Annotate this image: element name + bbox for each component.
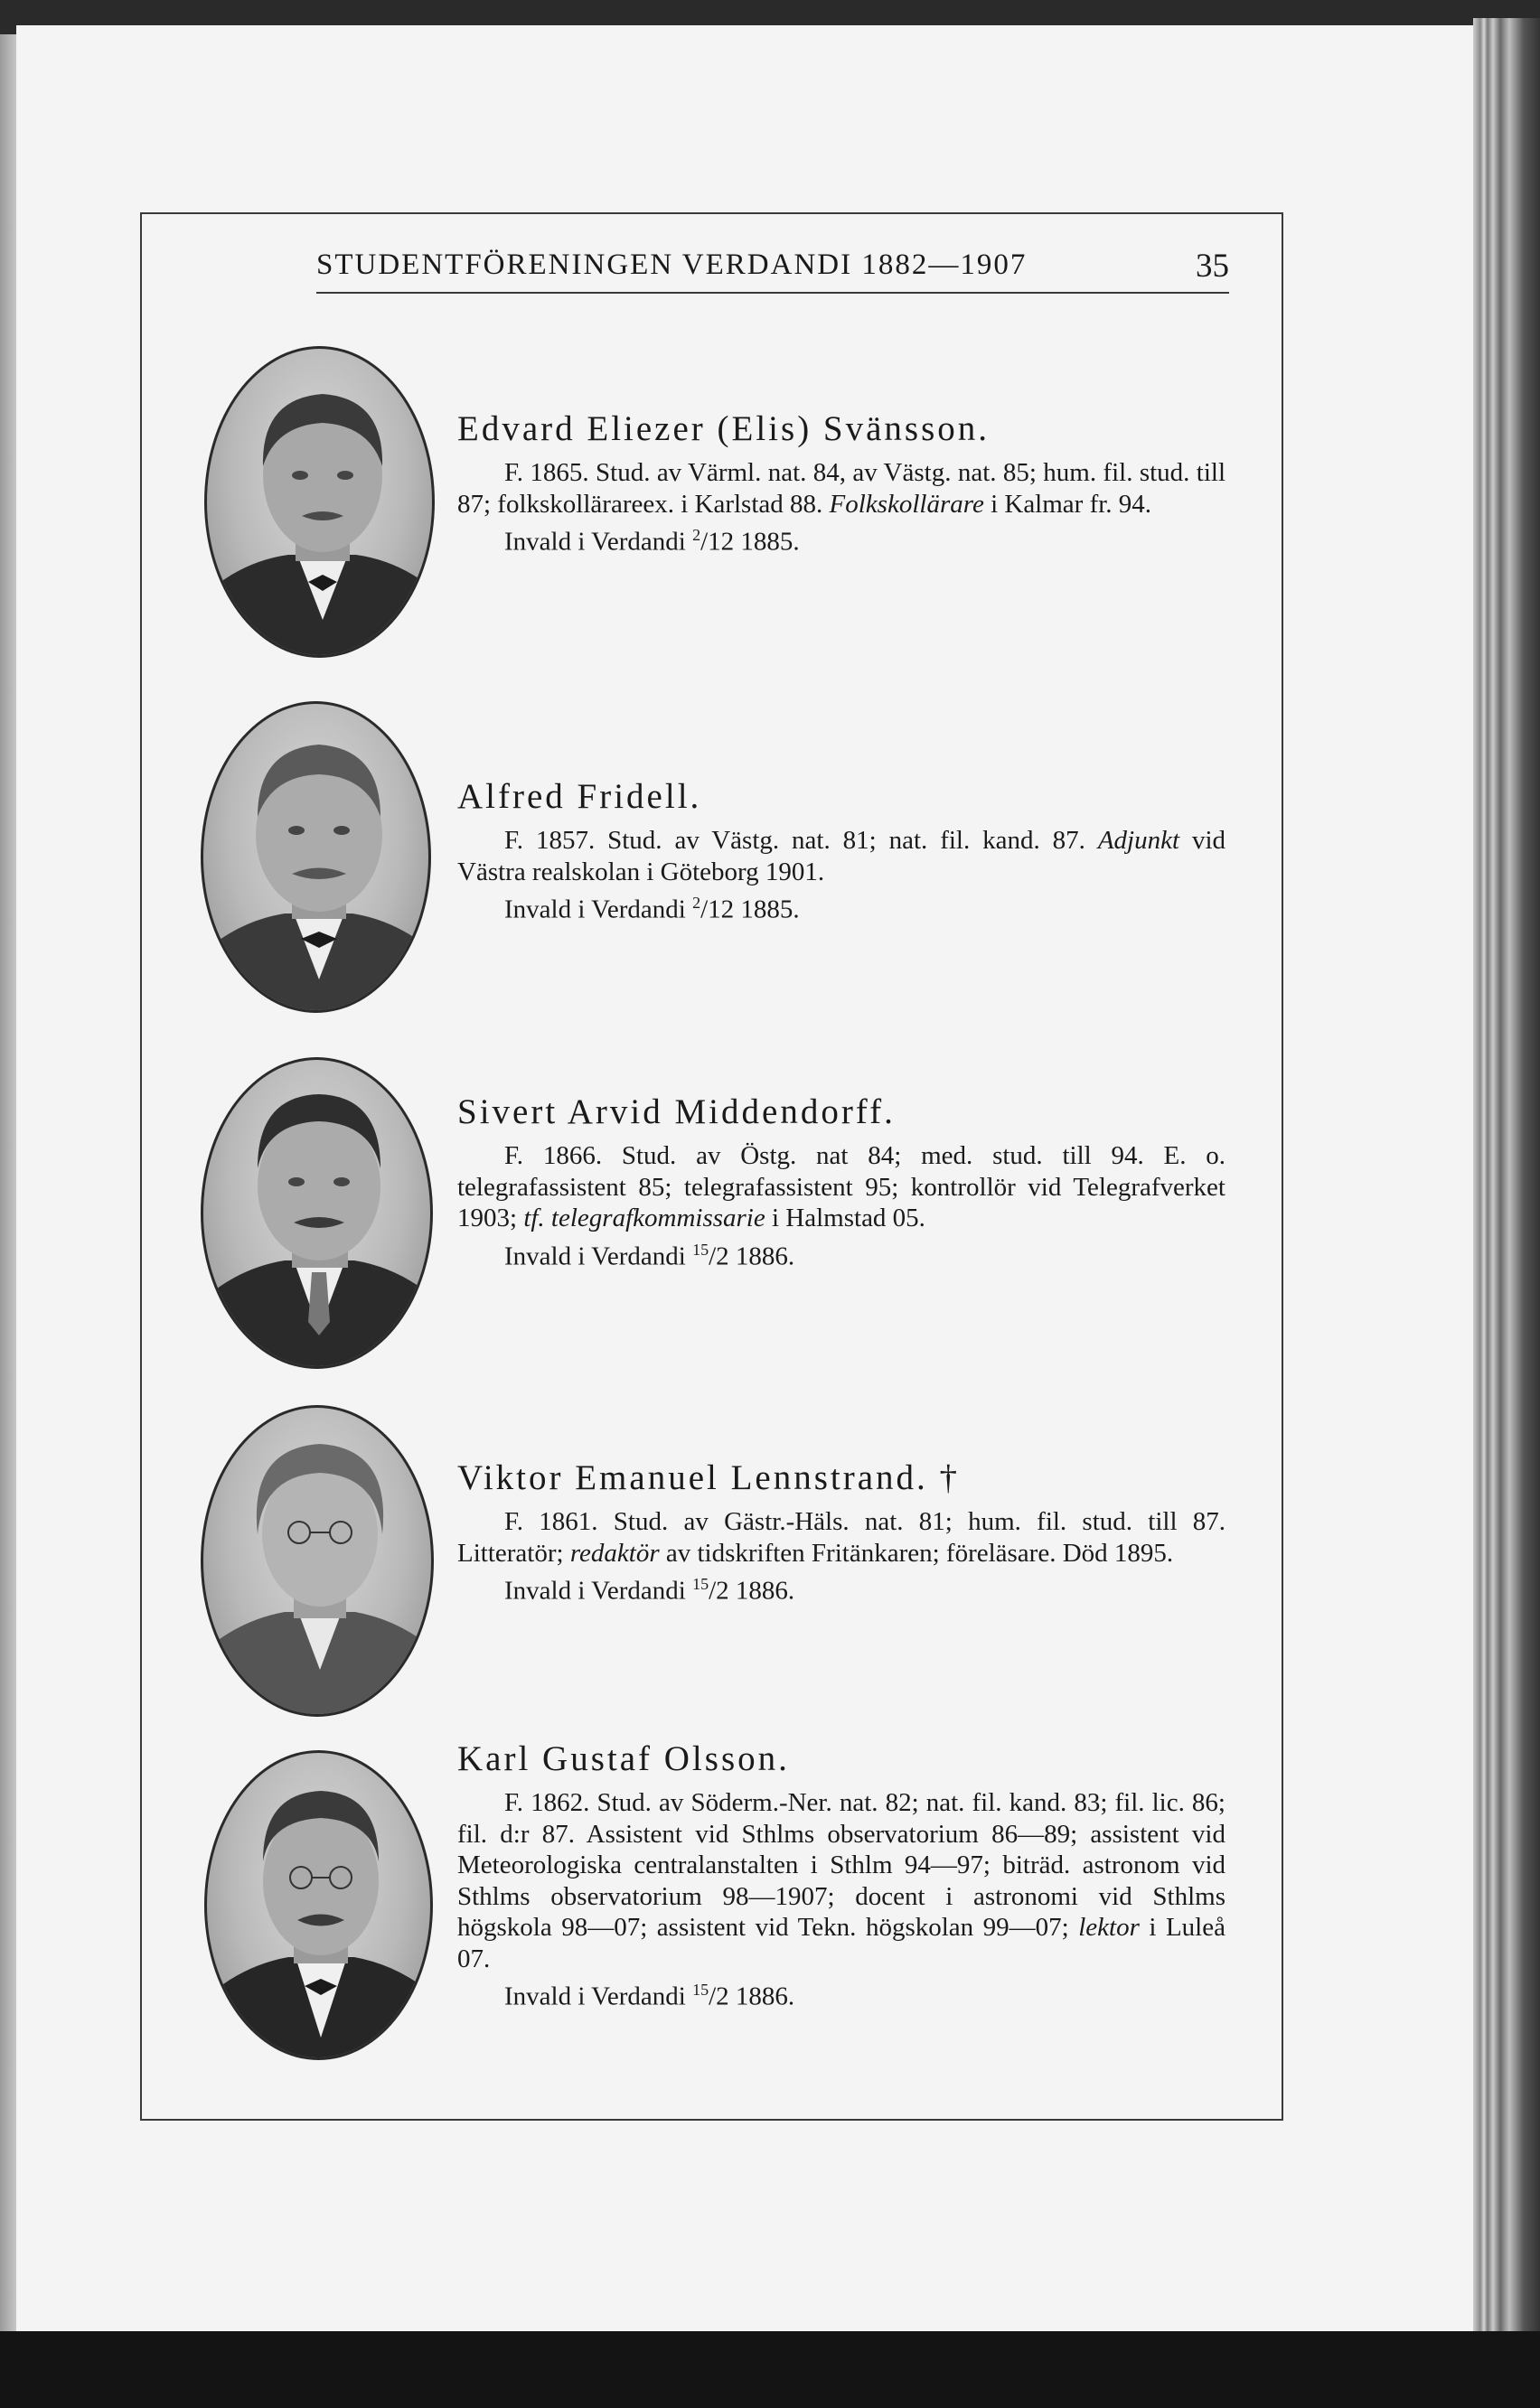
portrait-middendorff — [201, 1057, 433, 1369]
portrait-fridell — [201, 701, 431, 1013]
entry-middendorff — [457, 1092, 1225, 1272]
entry-lennstrand — [457, 1457, 1225, 1607]
entry-name: Viktor Emanuel Lennstrand. † — [457, 1458, 961, 1497]
entry-bio: F. 1865. Stud. av Värml. nat. 84, av Västg. nat. 85; hum. fil. stud. till 87; folkskollärareex. i Karlstad 88. Folkskollärare i Kalmar fr. 94. — [457, 458, 1225, 519]
entry-name: Sivert Arvid Middendorff. — [457, 1092, 896, 1131]
portrait-svansson — [204, 346, 435, 658]
scan-border-bottom — [0, 2331, 1540, 2408]
entry-bio: F. 1857. Stud. av Västg. nat. 81; nat. fil. kand. 87. Adjunkt vid Västra realskolan i Göteborg 1901. — [457, 826, 1225, 886]
page-number: 35 — [1196, 248, 1229, 285]
entry-name: Alfred Fridell. — [457, 777, 702, 816]
entry-invald: Invald i Verdandi $^{15}$/2 1886. — [504, 1981, 795, 2011]
portrait-olsson — [204, 1750, 433, 2060]
entry-bio: F. 1862. Stud. av Söderm.-Ner. nat. 82; nat. fil. kand. 83; fil. lic. 86; fil. d:r 87. Assistent vid Sthlms observatorium 86—89; assistent vid Meteorologiska centralanstalten i Sthlm 94—97; biträd. astronom vid Sthlms observatorium 98—1907; docent i astronomi vid Sthlms högskola 98—07; assistent vid Tekn. högskolan 99—07; lektor i Luleå 07. — [457, 1788, 1225, 1973]
entry-svansson — [457, 408, 1225, 557]
entry-bio: F. 1866. Stud. av Östg. nat 84; med. stud. till 94. E. o. telegrafassistent 85; telegrafassistent 95; kontrollör vid Telegrafverket 1903; tf. telegrafkommissarie i Halmstad 05. — [457, 1141, 1225, 1232]
portrait-lennstrand — [201, 1405, 434, 1717]
entry-olsson — [457, 1738, 1225, 2012]
entry-name: Karl Gustaf Olsson. — [457, 1739, 790, 1778]
entry-invald: Invald i Verdandi $^{15}$/2 1886. — [504, 1240, 795, 1271]
page-edges — [1473, 18, 1540, 2331]
entry-invald: Invald i Verdandi $^2$/12 1885. — [504, 894, 800, 924]
entry-fridell — [457, 776, 1225, 925]
entry-name: Edvard Eliezer (Elis) Svänsson. — [457, 409, 991, 448]
running-head-title: STUDENTFÖRENINGEN VERDANDI 1882—1907 — [316, 248, 1028, 281]
entry-bio: F. 1861. Stud. av Gästr.-Häls. nat. 81; hum. fil. stud. till 87. Litteratör; redaktör av tidskriften Fritänkaren; föreläsare. Död 1895. — [457, 1507, 1225, 1568]
entry-invald: Invald i Verdandi $^{15}$/2 1886. — [504, 1575, 795, 1606]
running-head — [316, 248, 1229, 294]
entry-invald: Invald i Verdandi $^2$/12 1885. — [504, 526, 800, 557]
